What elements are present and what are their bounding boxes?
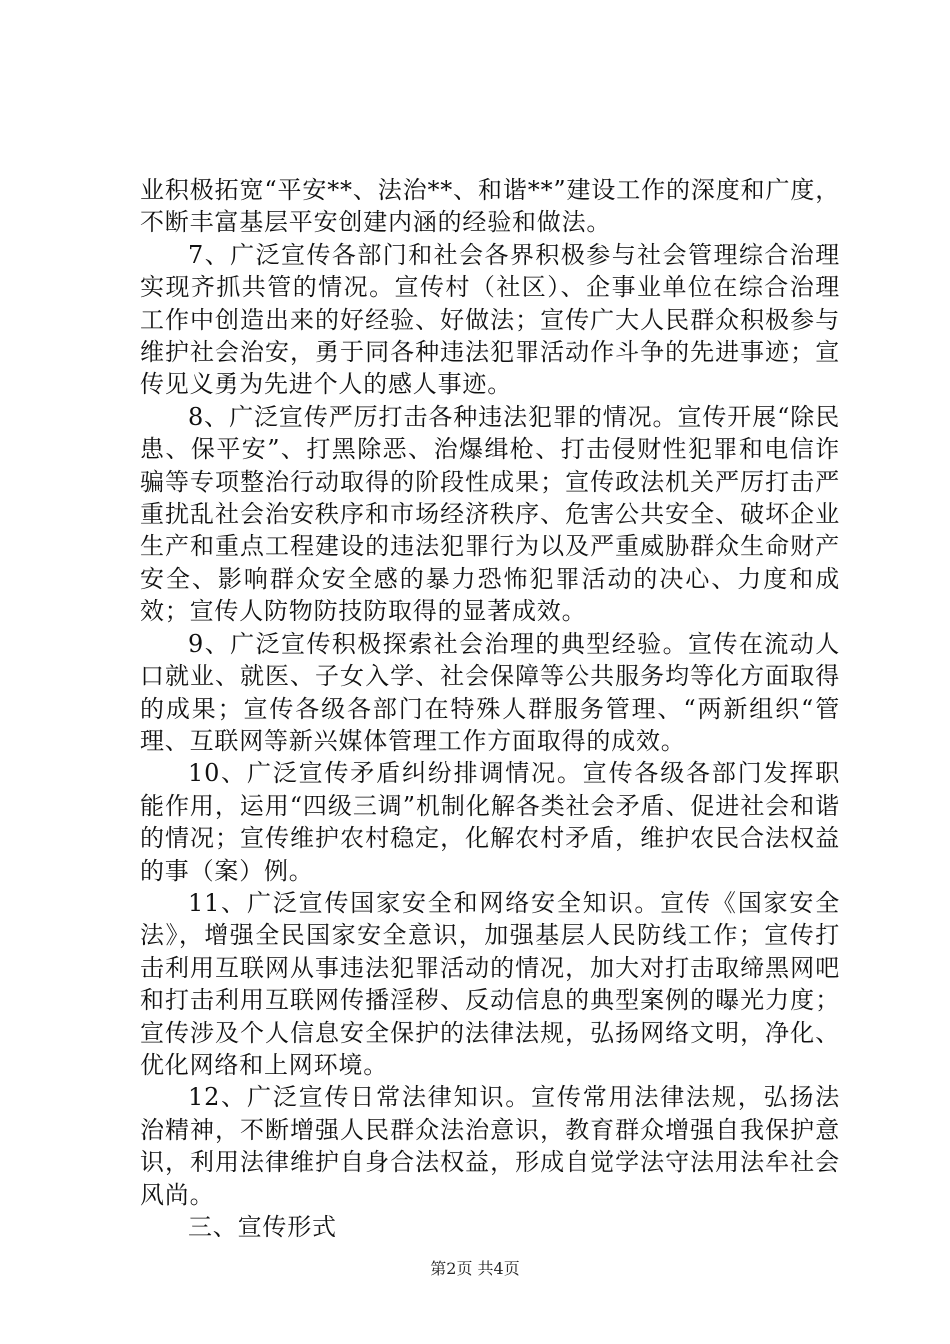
section-heading: 三、宣传形式 [188, 1213, 337, 1241]
paragraph-item-10: 10、广泛宣传矛盾纠纷排调情况。宣传各级各部门发挥职能作用，运用“四级三调”机制化解各类社会矛盾、促进社会和谐的情况；宣传维护农村稳定，化解农村矛盾，维护农民合法权益的事（案）例。 [140, 759, 840, 885]
paragraph-item-12: 12、广泛宣传日常法律知识。宣传常用法律法规，弘扬法治精神，不断增强人民群众法治意识，教育群众增强自我保护意识，利用法律维护自身合法权益，形成自觉学法守法用法牟社会风尚。 [140, 1083, 840, 1209]
paragraph-continuation: 业积极拓宽“平安**、法治**、和谐**”建设工作的深度和广度，不断丰富基层平安创建内涵的经验和做法。 [140, 176, 840, 237]
paragraph-item-7: 7、广泛宣传各部门和社会各界积极参与社会管理综合治理实现齐抓共管的情况。宣传村（社区）、企事业单位在综合治理工作中创造出来的好经验、好做法；宣传广大人民群众积极参与维护社会治安，勇于同各种违法犯罪活动作斗争的先进事迹；宣传见义勇为先进个人的感人事迹。 [140, 240, 840, 399]
paragraph-item-11: 11、广泛宣传国家安全和网络安全知识。宣传《国家安全法》，增强全民国家安全意识，加强基层人民防线工作；宣传打击利用互联网从事违法犯罪活动的情况，加大对打击取缔黑网吧和打击利用互联网传播淫秽、反动信息的典型案例的曝光力度；宣传涉及个人信息安全保护的法律法规，弘扬网络文明，净化、优化网络和上网环境。 [140, 888, 840, 1079]
page-footer: 第2页 共4页 [430, 1259, 520, 1278]
paragraph-item-9: 9、广泛宣传积极探索社会治理的典型经验。宣传在流动人口就业、就医、子女入学、社会保障等公共服务均等化方面取得的成果；宣传各级各部门在特殊人群服务管理、“两新组织“管理、互联网等新兴媒体管理工作方面取得的成效。 [140, 629, 840, 755]
paragraph-item-8: 8、广泛宣传严厉打击各种违法犯罪的情况。宣传开展“除民患、保平安”、打黑除恶、治爆缉枪、打击侵财性犯罪和电信诈骗等专项整治行动取得的阶段性成果；宣传政法机关严厉打击严重扰乱社会治安秩序和市场经济秩序、危害公共安全、破坏企业生产和重点工程建设的违法犯罪行为以及严重威胁群众生命财产安全、影响群众安全感的暴力恐怖犯罪活动的决心、力度和成效；宣传人防物防技防取得的显著成效。 [140, 402, 840, 626]
document-body [140, 174, 840, 1243]
